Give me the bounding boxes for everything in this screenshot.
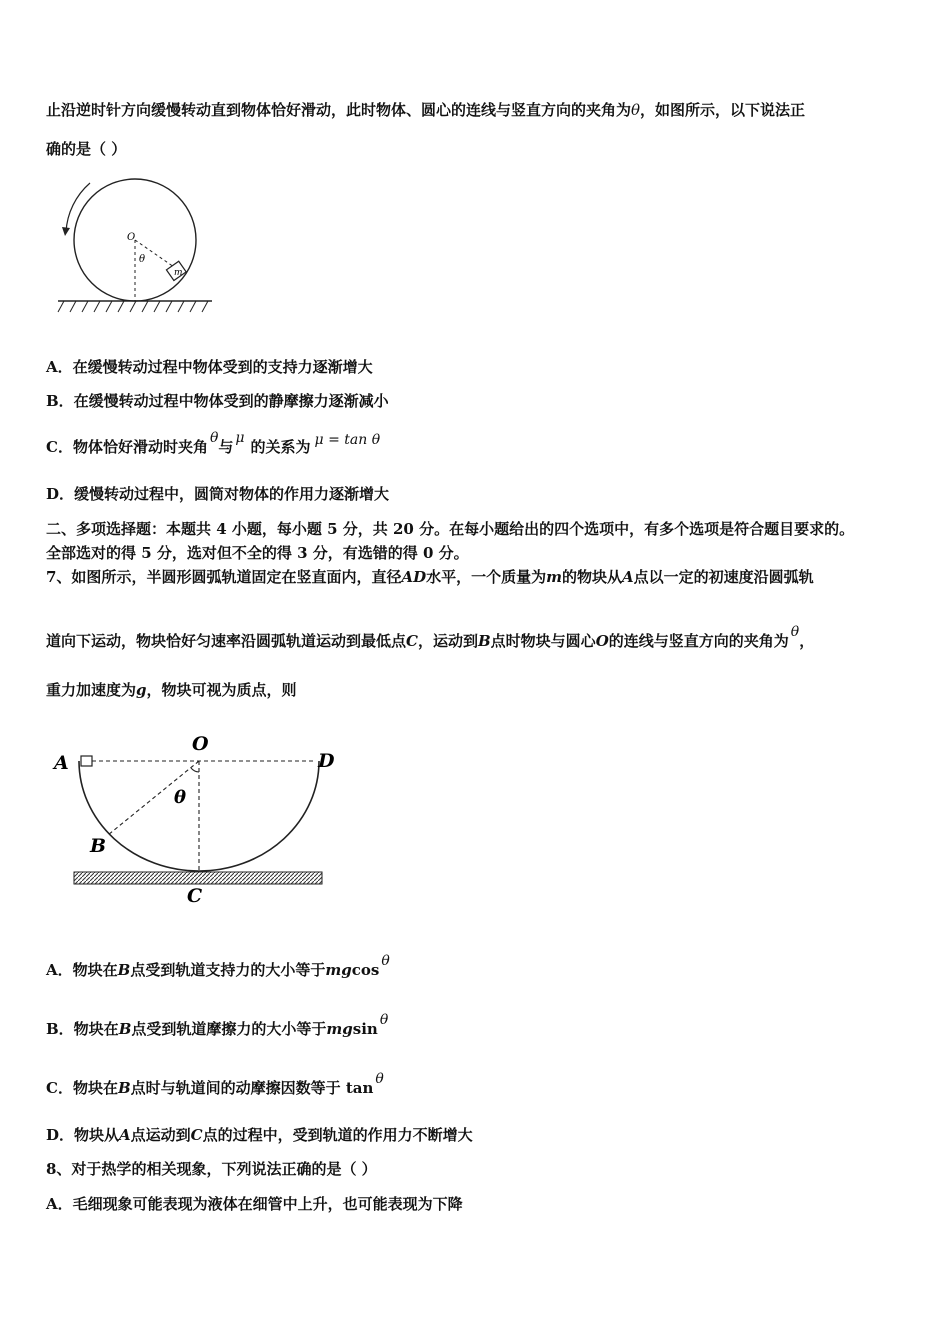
label-m: m [174, 268, 183, 278]
q-prev-option-b: B．在缓慢转动过程中物体受到的静摩擦力逐渐减小 [46, 392, 389, 410]
q-prev-stem-line2: 确的是（ ） [46, 140, 127, 158]
label-theta: θ [139, 254, 146, 265]
label-c: C [187, 885, 203, 907]
q8-stem: 8、对于热学的相关现象，下列说法正确的是（ ） [46, 1160, 377, 1178]
q7-option-c: C．物块在B点时与轨道间的动摩擦因数等于 tan θ [46, 1071, 384, 1097]
counterclockwise-arrow [66, 183, 90, 232]
label-o: O [192, 733, 209, 755]
ground-bar [74, 872, 322, 884]
label-o: O [127, 232, 136, 243]
ground-hatch [58, 301, 208, 312]
block-at-a [81, 756, 92, 766]
q7-option-a: A．物块在B点受到轨道支持力的大小等于mgcos θ [46, 953, 390, 979]
rotating-cylinder-figure [50, 170, 220, 320]
q7-stem-line1: 7、如图所示，半圆形圆弧轨道固定在竖直面内，直径AD水平，一个质量为m的物块从A点以一定的初速度沿圆弧轨 [46, 568, 814, 586]
q-prev-option-d: D．缓慢转动过程中，圆筒对物体的作用力逐渐增大 [46, 485, 390, 503]
q-prev-stem-line1: 止沿逆时针方向缓慢转动直到物体恰好滑动，此时物体、圆心的连线与竖直方向的夹角为θ，如图所示，以下说法正 [46, 101, 806, 119]
q7-option-b: B．物块在B点受到轨道摩擦力的大小等于mgsin θ [46, 1012, 389, 1038]
arrow-head-icon [62, 227, 70, 236]
q-prev-option-c: C．物体恰好滑动时夹角 θ与 μ 的关系为 μ = tan θ [46, 430, 381, 456]
q8-option-a: A．毛细现象可能表现为液体在细管中上升，也可能表现为下降 [46, 1195, 463, 1213]
q-prev-option-a: A．在缓慢转动过程中物体受到的支持力逐渐增大 [46, 358, 373, 376]
label-a: A [54, 752, 69, 774]
q7-stem-line3: 重力加速度为g，物块可视为质点，则 [46, 681, 297, 699]
semicircle-track-figure [46, 725, 346, 910]
section2-line2: 全部选对的得 5 分，选对但不全的得 3 分，有选错的得 0 分。 [46, 544, 469, 562]
angle-arc [191, 768, 199, 772]
label-d: D [318, 750, 335, 772]
label-b: B [90, 835, 107, 857]
q7-option-d: D．物块从A点运动到C点的过程中，受到轨道的作用力不断增大 [46, 1126, 473, 1144]
label-theta: θ [174, 787, 187, 808]
q7-stem-line2: 道向下运动，物块恰好匀速率沿圆弧轨道运动到最低点C，运动到B点时物块与圆心O的连线与竖直方向的夹角为 θ， [46, 624, 815, 650]
section2-line1: 二、多项选择题：本题共 4 小题，每小题 5 分，共 20 分。在每小题给出的四个选项中，有多个选项是符合题目要求的。 [46, 520, 855, 538]
